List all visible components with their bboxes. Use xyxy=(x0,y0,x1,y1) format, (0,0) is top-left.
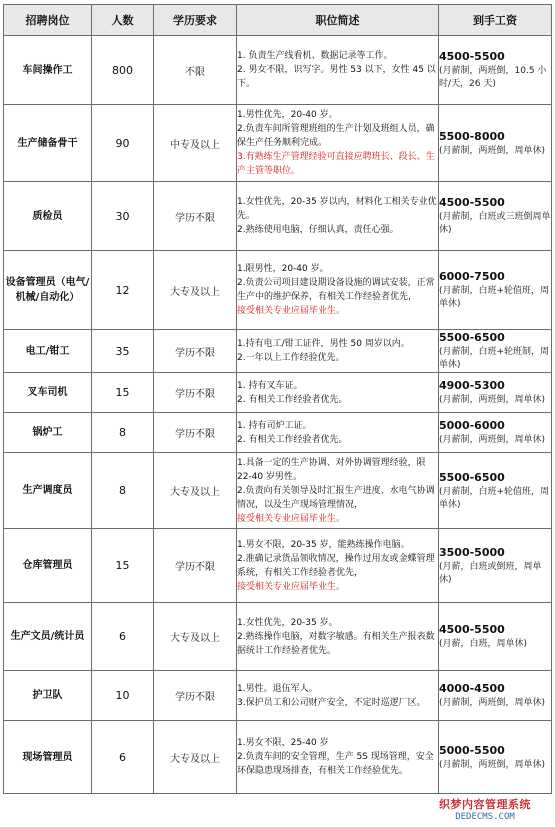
salary-range: 4500-5500 xyxy=(439,623,505,636)
salary-range: 4900-5300 xyxy=(439,379,505,392)
salary-note: (月薪制，白班+轮值班，周单休) xyxy=(439,286,550,309)
description-line: 2. 男女不限，识写字。男性 53 以下，女性 45 以下。 xyxy=(237,65,436,89)
position-cell: 叉车司机 xyxy=(4,373,92,413)
watermark-url: DEDECMS.COM xyxy=(455,812,515,822)
table-row xyxy=(4,105,552,182)
description-line: 1.男性。退伍军人。 xyxy=(237,683,318,694)
description-cell xyxy=(237,453,439,529)
description-cell xyxy=(237,251,439,330)
description-line: 3.保护员工和公司财产安全，不定时巡逻厂区。 xyxy=(237,697,426,708)
count-cell: 15 xyxy=(92,373,154,413)
education-cell: 学历不限 xyxy=(154,330,237,373)
description-line: 1.具备一定的生产协调、对外协调管理经验，限 22-40 岁男性。 xyxy=(237,457,426,482)
table-row xyxy=(4,721,552,794)
count-cell: 90 xyxy=(92,105,154,182)
description-line: 2.负责公司项目建设期设备设施的调试安装，正常生产中的维护保养，有相关工作经验者优先， xyxy=(237,278,435,302)
education-cell: 学历不限 xyxy=(154,373,237,413)
table-row xyxy=(4,453,552,529)
table-row xyxy=(4,251,552,330)
salary-cell xyxy=(439,413,552,453)
position-cell: 生产调度员 xyxy=(4,453,92,529)
salary-range: 6000-7500 xyxy=(439,270,505,283)
salary-cell xyxy=(439,603,552,671)
position-cell: 现场管理员 xyxy=(4,721,92,794)
description-line: 2.负责车间的安全管理，生产 5S 现场管理，安全环保隐患现场排查，有相关工作经验优先。 xyxy=(237,752,434,776)
description-highlight: 接受相关专业应届毕业生。 xyxy=(237,513,346,524)
salary-cell xyxy=(439,105,552,182)
description-highlight: 接受相关专业应届毕业生。 xyxy=(237,581,346,592)
description-line: 2.熟练使用电脑，仔细认真，责任心强。 xyxy=(237,225,399,235)
header-description: 职位简述 xyxy=(237,5,439,36)
table-row xyxy=(4,330,552,373)
education-cell: 中专及以上 xyxy=(154,105,237,182)
description-line: 2.熟练操作电脑，对数字敏感。有相关生产报表数据统计工作经验者优先。 xyxy=(237,631,435,656)
salary-range: 5000-6000 xyxy=(439,419,505,432)
salary-note: (月薪制，白班+轮班制，周单休) xyxy=(439,347,550,370)
salary-cell xyxy=(439,251,552,330)
count-cell: 6 xyxy=(92,721,154,794)
description-line: 1.男女不限，25-40 岁 xyxy=(237,738,329,748)
salary-note: (月薪制，两班倒，周单休) xyxy=(439,395,546,405)
description-cell xyxy=(237,671,439,721)
description-cell xyxy=(237,529,439,603)
table-body xyxy=(4,36,552,794)
description-highlight: 3.有熟练生产管理经验可直接应聘班长、段长、生产主管等职位。 xyxy=(237,152,435,176)
salary-range: 5500-8000 xyxy=(439,129,505,143)
description-line: 1.男性优先，20-40 岁。 xyxy=(237,110,338,120)
table-row xyxy=(4,529,552,603)
table-row xyxy=(4,603,552,671)
description-line: 2.一年以上工作经验优先。 xyxy=(237,353,345,363)
description-cell xyxy=(237,182,439,251)
table-row xyxy=(4,413,552,453)
description-line: 1.限男性，20-40 岁。 xyxy=(237,264,329,274)
position-cell: 车间操作工 xyxy=(4,36,92,105)
education-cell: 学历不限 xyxy=(154,529,237,603)
description-cell xyxy=(237,36,439,105)
position-cell: 锅炉工 xyxy=(4,413,92,453)
count-cell: 8 xyxy=(92,413,154,453)
position-cell: 护卫队 xyxy=(4,671,92,721)
description-cell xyxy=(237,105,439,182)
count-cell: 8 xyxy=(92,453,154,529)
position-cell: 设备管理员（电气/机械/自动化） xyxy=(4,251,92,330)
table-header-row xyxy=(4,5,552,36)
salary-range: 5000-5500 xyxy=(439,743,505,757)
salary-note: (月薪制，两班倒，周单休) xyxy=(439,145,546,156)
salary-cell xyxy=(439,182,552,251)
position-cell: 质检员 xyxy=(4,182,92,251)
watermark-logo xyxy=(421,796,549,822)
salary-range: 3500-5000 xyxy=(439,545,505,559)
salary-cell xyxy=(439,671,552,721)
salary-range: 4500-5500 xyxy=(439,50,505,63)
education-cell: 大专及以上 xyxy=(154,453,237,529)
salary-range: 5500-6500 xyxy=(439,470,505,484)
salary-cell xyxy=(439,373,552,413)
description-line: 1.女性优先，20-35 岁以内，材料化工相关专业优先。 xyxy=(237,197,437,221)
education-cell: 学历不限 xyxy=(154,182,237,251)
description-highlight: 接受相关专业应届毕业生。 xyxy=(237,306,346,316)
description-line: 2.负责向有关领导及时汇报生产进度、水电气协调情况，以及生产现场管理情况， xyxy=(237,485,435,510)
position-cell: 电工/钳工 xyxy=(4,330,92,373)
table-row xyxy=(4,182,552,251)
position-cell: 生产储备骨干 xyxy=(4,105,92,182)
salary-cell xyxy=(439,36,552,105)
count-cell: 800 xyxy=(92,36,154,105)
education-cell: 大专及以上 xyxy=(154,721,237,794)
header-count: 人数 xyxy=(92,5,154,36)
description-line: 1. 持有司炉工证。 xyxy=(237,420,312,431)
description-line: 2.负责车间所管理班组的生产计划及班组人员，确保生产任务顺利完成。 xyxy=(237,124,435,148)
description-line: 1.女性优先，20-35 岁。 xyxy=(237,617,338,628)
salary-cell xyxy=(439,529,552,603)
count-cell: 30 xyxy=(92,182,154,251)
watermark-title: 织梦内容管理系统 xyxy=(439,798,531,811)
table-row xyxy=(4,36,552,105)
education-cell: 大专及以上 xyxy=(154,603,237,671)
education-cell: 不限 xyxy=(154,36,237,105)
salary-range: 5500-6500 xyxy=(439,331,505,344)
count-cell: 15 xyxy=(92,529,154,603)
description-line: 1. 持有叉车证。 xyxy=(237,380,303,391)
count-cell: 12 xyxy=(92,251,154,330)
salary-range: 4000-4500 xyxy=(439,682,505,695)
header-education: 学历要求 xyxy=(154,5,237,36)
description-line: 1.男女不限，20-35 岁，能熟练操作电脑。 xyxy=(237,539,410,550)
description-line: 2.准确记录货品领收情况，操作过用友或金蝶管理系统，有相关工作经验者优先， xyxy=(237,553,435,578)
salary-note: (月薪制，两班倒，周单休) xyxy=(439,698,546,708)
description-cell xyxy=(237,330,439,373)
count-cell: 10 xyxy=(92,671,154,721)
position-cell: 生产文员/统计员 xyxy=(4,603,92,671)
salary-cell xyxy=(439,330,552,373)
education-cell: 学历不限 xyxy=(154,413,237,453)
description-cell xyxy=(237,721,439,794)
education-cell: 大专及以上 xyxy=(154,251,237,330)
table-row xyxy=(4,671,552,721)
recruitment-table xyxy=(3,4,552,794)
header-salary: 到手工资 xyxy=(439,5,552,36)
salary-range: 4500-5500 xyxy=(439,196,505,209)
description-cell xyxy=(237,373,439,413)
description-cell xyxy=(237,413,439,453)
count-cell: 35 xyxy=(92,330,154,373)
salary-note: (月薪制，两班倒，周单休) xyxy=(439,435,546,445)
salary-note: (月薪制，两班倒，周单休) xyxy=(439,759,546,770)
salary-cell xyxy=(439,453,552,529)
salary-note: (月薪制，两班倒，10.5 小时/天，26 天) xyxy=(439,66,547,89)
salary-note: (月薪，白班，周单休) xyxy=(439,639,528,649)
position-cell: 仓库管理员 xyxy=(4,529,92,603)
salary-cell xyxy=(439,721,552,794)
salary-note: (月薪制，白班或三班倒周单休) xyxy=(439,212,551,235)
description-line: 1.持有电工/钳工证件，男性 50 周岁以内。 xyxy=(237,339,410,349)
description-cell xyxy=(237,603,439,671)
salary-note: (月薪，白班或倒班，周单休) xyxy=(439,561,542,585)
description-line: 2. 有相关工作经验者优先。 xyxy=(237,394,348,405)
header-position: 招聘岗位 xyxy=(4,5,92,36)
count-cell: 6 xyxy=(92,603,154,671)
salary-note: (月薪制，白班+轮值班，周单休) xyxy=(439,486,550,510)
table-row xyxy=(4,373,552,413)
description-line: 1. 负责生产线看机、数据记录等工作。 xyxy=(237,51,393,61)
description-line: 2. 有相关工作经验者优先。 xyxy=(237,434,348,445)
education-cell: 学历不限 xyxy=(154,671,237,721)
